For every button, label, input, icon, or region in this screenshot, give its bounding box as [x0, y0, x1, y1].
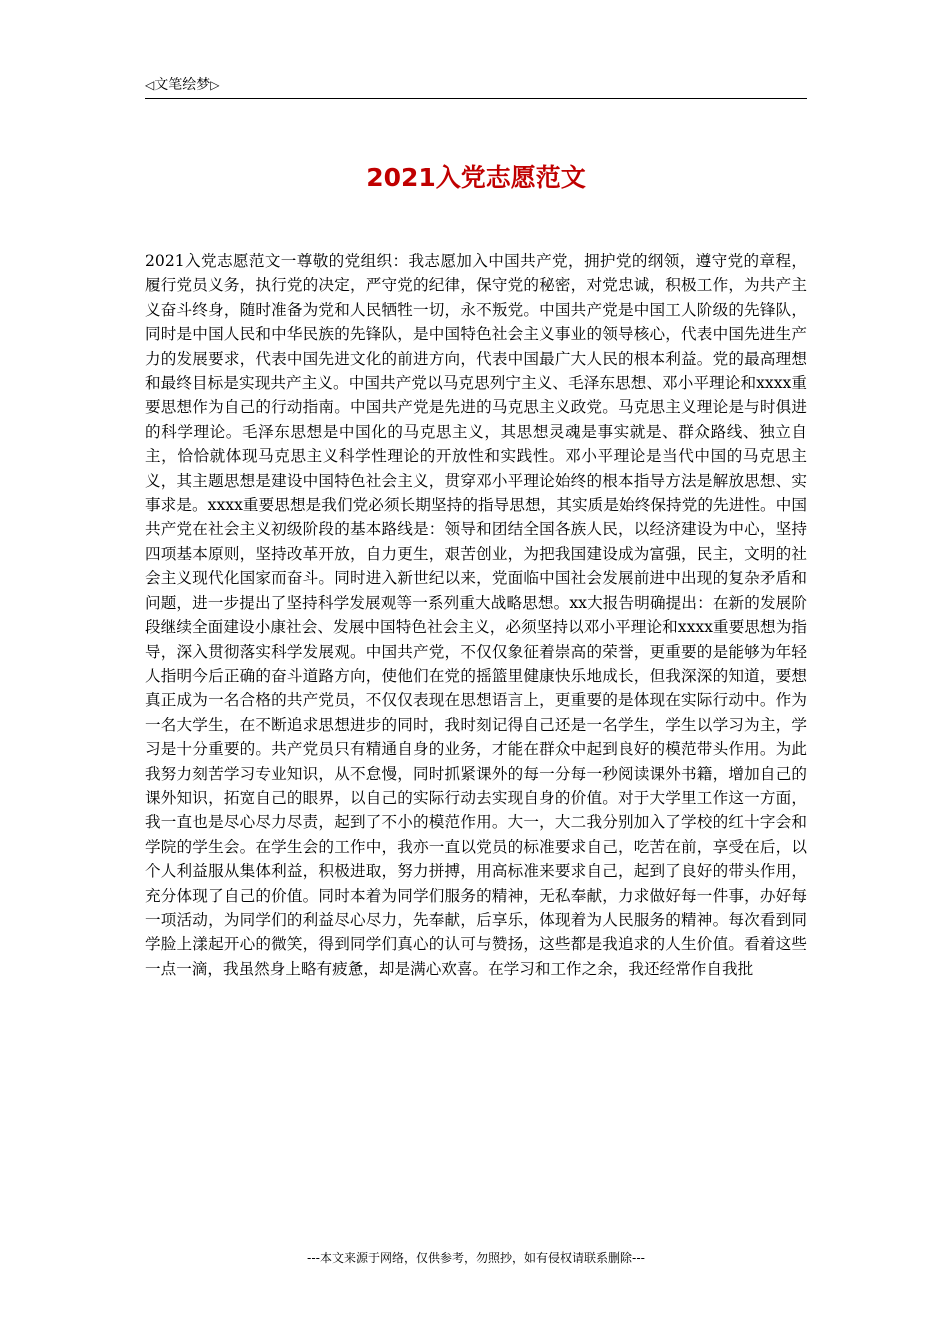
document-title: 2021入党志愿范文: [366, 163, 586, 192]
footer-notice: ---本文来源于网络，仅供参考，勿照抄，如有侵权请联系删除---: [307, 1251, 645, 1265]
left-triangle-icon: ◁: [145, 78, 155, 92]
page-header: [145, 76, 807, 99]
header-label: 文笔绘梦: [154, 77, 211, 93]
right-triangle-icon: ▷: [210, 78, 220, 92]
document-body: 2021入党志愿范文一尊敬的党组织：我志愿加入中国共产党，拥护党的纲领，遵守党的章程，履行党员义务，执行党的决定，严守党的纪律，保守党的秘密，对党忠诚，积极工作，为共产主义奋斗终身，随时准备为党和人民牺牲一切，永不叛党。中国共产党是中国工人阶级的先锋队，同时是中国人民和中华民族的先锋队，是中国特色社会主义事业的领导核心，代表中国先进生产力的发展要求，代表中国先进文化的前进方向，代表中国最广大人民的根本利益。党的最高理想和最终目标是实现共产主义。中国共产党以马克思列宁主义、毛泽东思想、邓小平理论和xxxx重要思想作为自己的行动指南。中国共产党是先进的马克思主义政党。马克思主义理论是与时俱进的科学理论。毛泽东思想是中国化的马克思主义，其思想灵魂是事实就是、群众路线、独立自主，恰恰就体现马克思主义科学性理论的开放性和实践性。邓小平理论是当代中国的马克思主义，其主题思想是建设中国特色社会主义，贯穿邓小平理论始终的根本指导方法是解放思想、实事求是。xxxx重要思想是我们党必须长期坚持的指导思想，其实质是始终保持党的先进性。中国共产党在社会主义初级阶段的基本路线是：领导和团结全国各族人民，以经济建设为中心，坚持四项基本原则，坚持改革开放，自力更生，艰苦创业，为把我国建设成为富强，民主，文明的社会主义现代化国家而奋斗。同时进入新世纪以来，党面临中国社会发展前进中出现的复杂矛盾和问题，进一步提出了坚持科学发展观等一系列重大战略思想。xx大报告明确提出：在新的发展阶段继续全面建设小康社会、发展中国特色社会主义，必须坚持以邓小平理论和xxxx重要思想为指导，深入贯彻落实科学发展观。中国共产党，不仅仅象征着崇高的荣誉，更重要的是能够为年轻人指明今后正确的奋斗道路方向，使他们在党的摇篮里健康快乐地成长，但我深深的知道，要想真正成为一名合格的共产党员，不仅仅表现在思想语言上，更重要的是体现在实际行动中。作为一名大学生，在不断追求思想进步的同时，我时刻记得自己还是一名学生，学生以学习为主，学习是十分重要的。共产党员只有精通自身的业务，才能在群众中起到良好的模范带头作用。为此我努力刻苦学习专业知识，从不怠慢，同时抓紧课外的每一分每一秒阅读课外书籍，增加自己的课外知识，拓宽自己的眼界，以自己的实际行动去实现自身的价值。对于大学里工作这一方面，我一直也是尽心尽力尽责，起到了不小的模范作用。大一，大二我分别加入了学校的红十字会和学院的学生会。在学生会的工作中，我亦一直以党员的标准要求自己，吃苦在前，享受在后，以个人利益服从集体利益，积极进取，努力拼搏，用高标准来要求自己，起到了良好的带头作用，充分体现了自己的价值。同时本着为同学们服务的精神，无私奉献，力求做好每一件事，办好每一项活动，为同学们的利益尽心尽力，先奉献，后享乐，体现着为人民服务的精神。每次看到同学脸上漾起开心的微笑，得到同学们真心的认可与赞扬，这些都是我追求的人生价值。看着这些一点一滴，我虽然身上略有疲惫，却是满心欢喜。在学习和工作之余，我还经常作自我批: [145, 252, 807, 978]
